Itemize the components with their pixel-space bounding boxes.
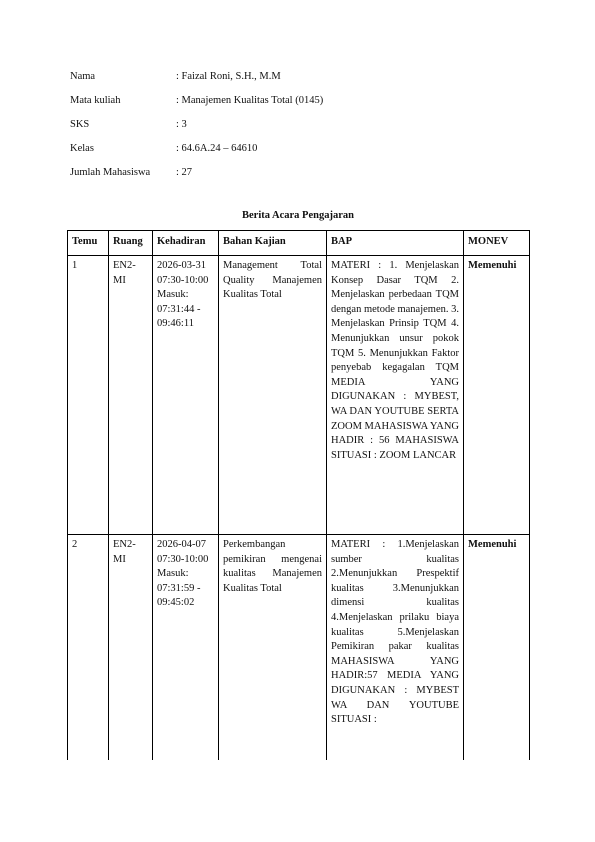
table-header-row bbox=[68, 231, 530, 256]
info-label: Nama bbox=[70, 71, 96, 82]
kehadiran-masuk: Masuk: 07:31:44 - 09:46:11 bbox=[157, 289, 201, 330]
info-label: Jumlah Mahasiswa bbox=[70, 167, 151, 178]
cell-kehadiran bbox=[153, 535, 219, 761]
cell-bahan-kajian: Management Total Quality Manajemen Kualitas Total bbox=[219, 256, 327, 535]
table-title: Berita Acara Pengajaran bbox=[242, 210, 354, 221]
header-kehadiran: Kehadiran bbox=[153, 231, 219, 256]
kehadiran-date: 2026-04-07 bbox=[157, 539, 206, 550]
bap-table bbox=[67, 230, 530, 760]
table-row bbox=[68, 256, 530, 535]
cell-temu: 2 bbox=[68, 535, 109, 761]
header-temu: Temu bbox=[68, 231, 109, 256]
cell-monev: Memenuhi bbox=[464, 535, 530, 761]
info-value: : 27 bbox=[176, 167, 193, 178]
cell-monev: Memenuhi bbox=[464, 256, 530, 535]
kehadiran-masuk: Masuk: 07:31:59 - 09:45:02 bbox=[157, 568, 201, 609]
cell-bap: MATERI : 1.Menjelaskan sumber kualitas 2.Menunjukkan Prespektif kualitas 3.Menunjukkan dimensi kualitas 4.Menjelaskan prilaku biaya kualitas 5.Menjelaskan Pemikiran pakar kualitas MAHASISWA YANG HADIR:57 MEDIA YANG DIGUNAKAN : MYBEST WA DAN YOUTUBE SITUASI : bbox=[327, 535, 464, 761]
info-label: SKS bbox=[70, 119, 90, 130]
kehadiran-date: 2026-03-31 bbox=[157, 260, 206, 271]
info-value: : 64.6A.24 – 64610 bbox=[176, 143, 258, 154]
cell-bahan-kajian: Perkembangan pemikiran mengenai kualitas Manajemen Kualitas Total bbox=[219, 535, 327, 761]
cell-bap: MATERI : 1. Menjelaskan Konsep Dasar TQM 2. Menjelaskan perbedaan TQM dengan metode manajemen. 3. Menjelaskan Prinsip TQM 4. Menunjukkan unsur pokok TQM 5. Menunjukkan Faktor penyebab kegagalan TQM MEDIA YANG DIGUNAKAN : MYBEST, WA DAN YOUTUBE SERTA ZOOM MAHASISWA YANG HADIR : 56 MAHASISWA SITUASI : ZOOM LANCAR bbox=[327, 256, 464, 535]
kehadiran-time: 07:30-10:00 bbox=[157, 274, 209, 286]
header-monev: MONEV bbox=[464, 231, 530, 256]
cell-ruang: EN2-MI bbox=[109, 535, 153, 761]
header-ruang: Ruang bbox=[109, 231, 153, 256]
info-label: Kelas bbox=[70, 143, 94, 154]
header-bap: BAP bbox=[327, 231, 464, 256]
cell-temu: 1 bbox=[68, 256, 109, 535]
header-bahan-kajian: Bahan Kajian bbox=[219, 231, 327, 256]
info-label: Mata kuliah bbox=[70, 95, 121, 106]
cell-ruang: EN2-MI bbox=[109, 256, 153, 535]
info-value: : 3 bbox=[176, 119, 187, 130]
info-value: : Faizal Roni, S.H., M.M bbox=[176, 71, 281, 82]
info-value: : Manajemen Kualitas Total (0145) bbox=[176, 95, 324, 106]
cell-kehadiran bbox=[153, 256, 219, 535]
kehadiran-time: 07:30-10:00 bbox=[157, 553, 209, 565]
table-row bbox=[68, 535, 530, 761]
